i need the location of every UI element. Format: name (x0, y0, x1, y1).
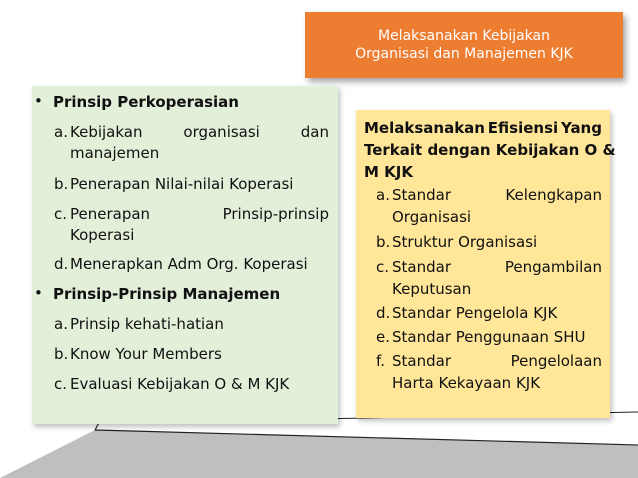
list-item-text (70, 204, 329, 225)
bullet-icon: • (34, 284, 43, 302)
right-heading-line-3: M KJK (364, 163, 413, 181)
list-number: d. (54, 255, 69, 273)
right-content-box (356, 110, 616, 418)
list-item-text-cont: Koperasi (70, 226, 135, 244)
word: Melaksanakan (364, 119, 485, 137)
list-item-text (70, 122, 329, 143)
list-item-text: Struktur Organisasi (392, 233, 538, 251)
list-item-text: Menerapkan Adm Org. Koperasi (70, 255, 308, 273)
list-item-text-cont: manajemen (70, 144, 160, 162)
list-item-text: Evaluasi Kebijakan O & M KJK (70, 375, 290, 393)
list-number: b. (376, 233, 391, 251)
list-item-text-cont: Organisasi (392, 208, 472, 226)
word: Yang (560, 119, 602, 137)
list-item-text-cont: Harta Kekayaan KJK (392, 374, 541, 392)
word: organisasi (183, 123, 260, 141)
list-item-text (392, 351, 602, 372)
banner-title-line-2: Organisasi dan Manajemen KJK (355, 46, 573, 62)
list-item-text-cont: Keputusan (392, 280, 472, 298)
list-number: d. (376, 304, 391, 322)
right-heading-line-2: Terkait dengan Kebijakan O & (364, 141, 616, 159)
list-item-text: Know Your Members (70, 345, 222, 363)
word: Efisiensi (487, 119, 559, 137)
banner-title-line-1: Melaksanakan Kebijakan (377, 28, 550, 44)
word: Penerapan (70, 205, 151, 223)
list-number: e. (376, 328, 390, 346)
right-heading-line-1 (364, 118, 602, 139)
word: Pengelolaan (510, 352, 602, 370)
bullet-icon: • (34, 92, 43, 110)
word: Kelengkapan (505, 186, 602, 204)
section-title-perkoperasian: Prinsip Perkoperasian (53, 93, 239, 111)
gray-wedge-shape (0, 430, 638, 478)
list-item-text: Standar Pengelola KJK (392, 304, 558, 322)
list-item-text: Penerapan Nilai-nilai Koperasi (70, 175, 294, 193)
list-item-text (392, 185, 602, 206)
section-title-manajemen: Prinsip-Prinsip Manajemen (53, 285, 281, 303)
list-item-text: Prinsip kehati-hatian (70, 315, 224, 333)
word: Prinsip-prinsip (222, 205, 329, 223)
list-item-text (392, 257, 602, 278)
word: Kebijakan (70, 123, 143, 141)
list-item-text: Standar Penggunaan SHU (392, 328, 586, 346)
word: Standar (392, 258, 451, 276)
list-number: a. (54, 123, 68, 141)
list-number: c. (376, 258, 390, 276)
list-number: b. (54, 345, 69, 363)
word: Standar (392, 352, 451, 370)
left-content-box (32, 86, 338, 424)
word: Standar (392, 186, 451, 204)
list-number: c. (54, 205, 68, 223)
word: Pengambilan (504, 258, 602, 276)
list-number: a. (54, 315, 68, 333)
word: dan (300, 123, 329, 141)
list-number: a. (376, 186, 390, 204)
title-banner (305, 12, 623, 78)
list-number: f. (376, 352, 385, 370)
list-number: c. (54, 375, 68, 393)
list-number: b. (54, 175, 69, 193)
